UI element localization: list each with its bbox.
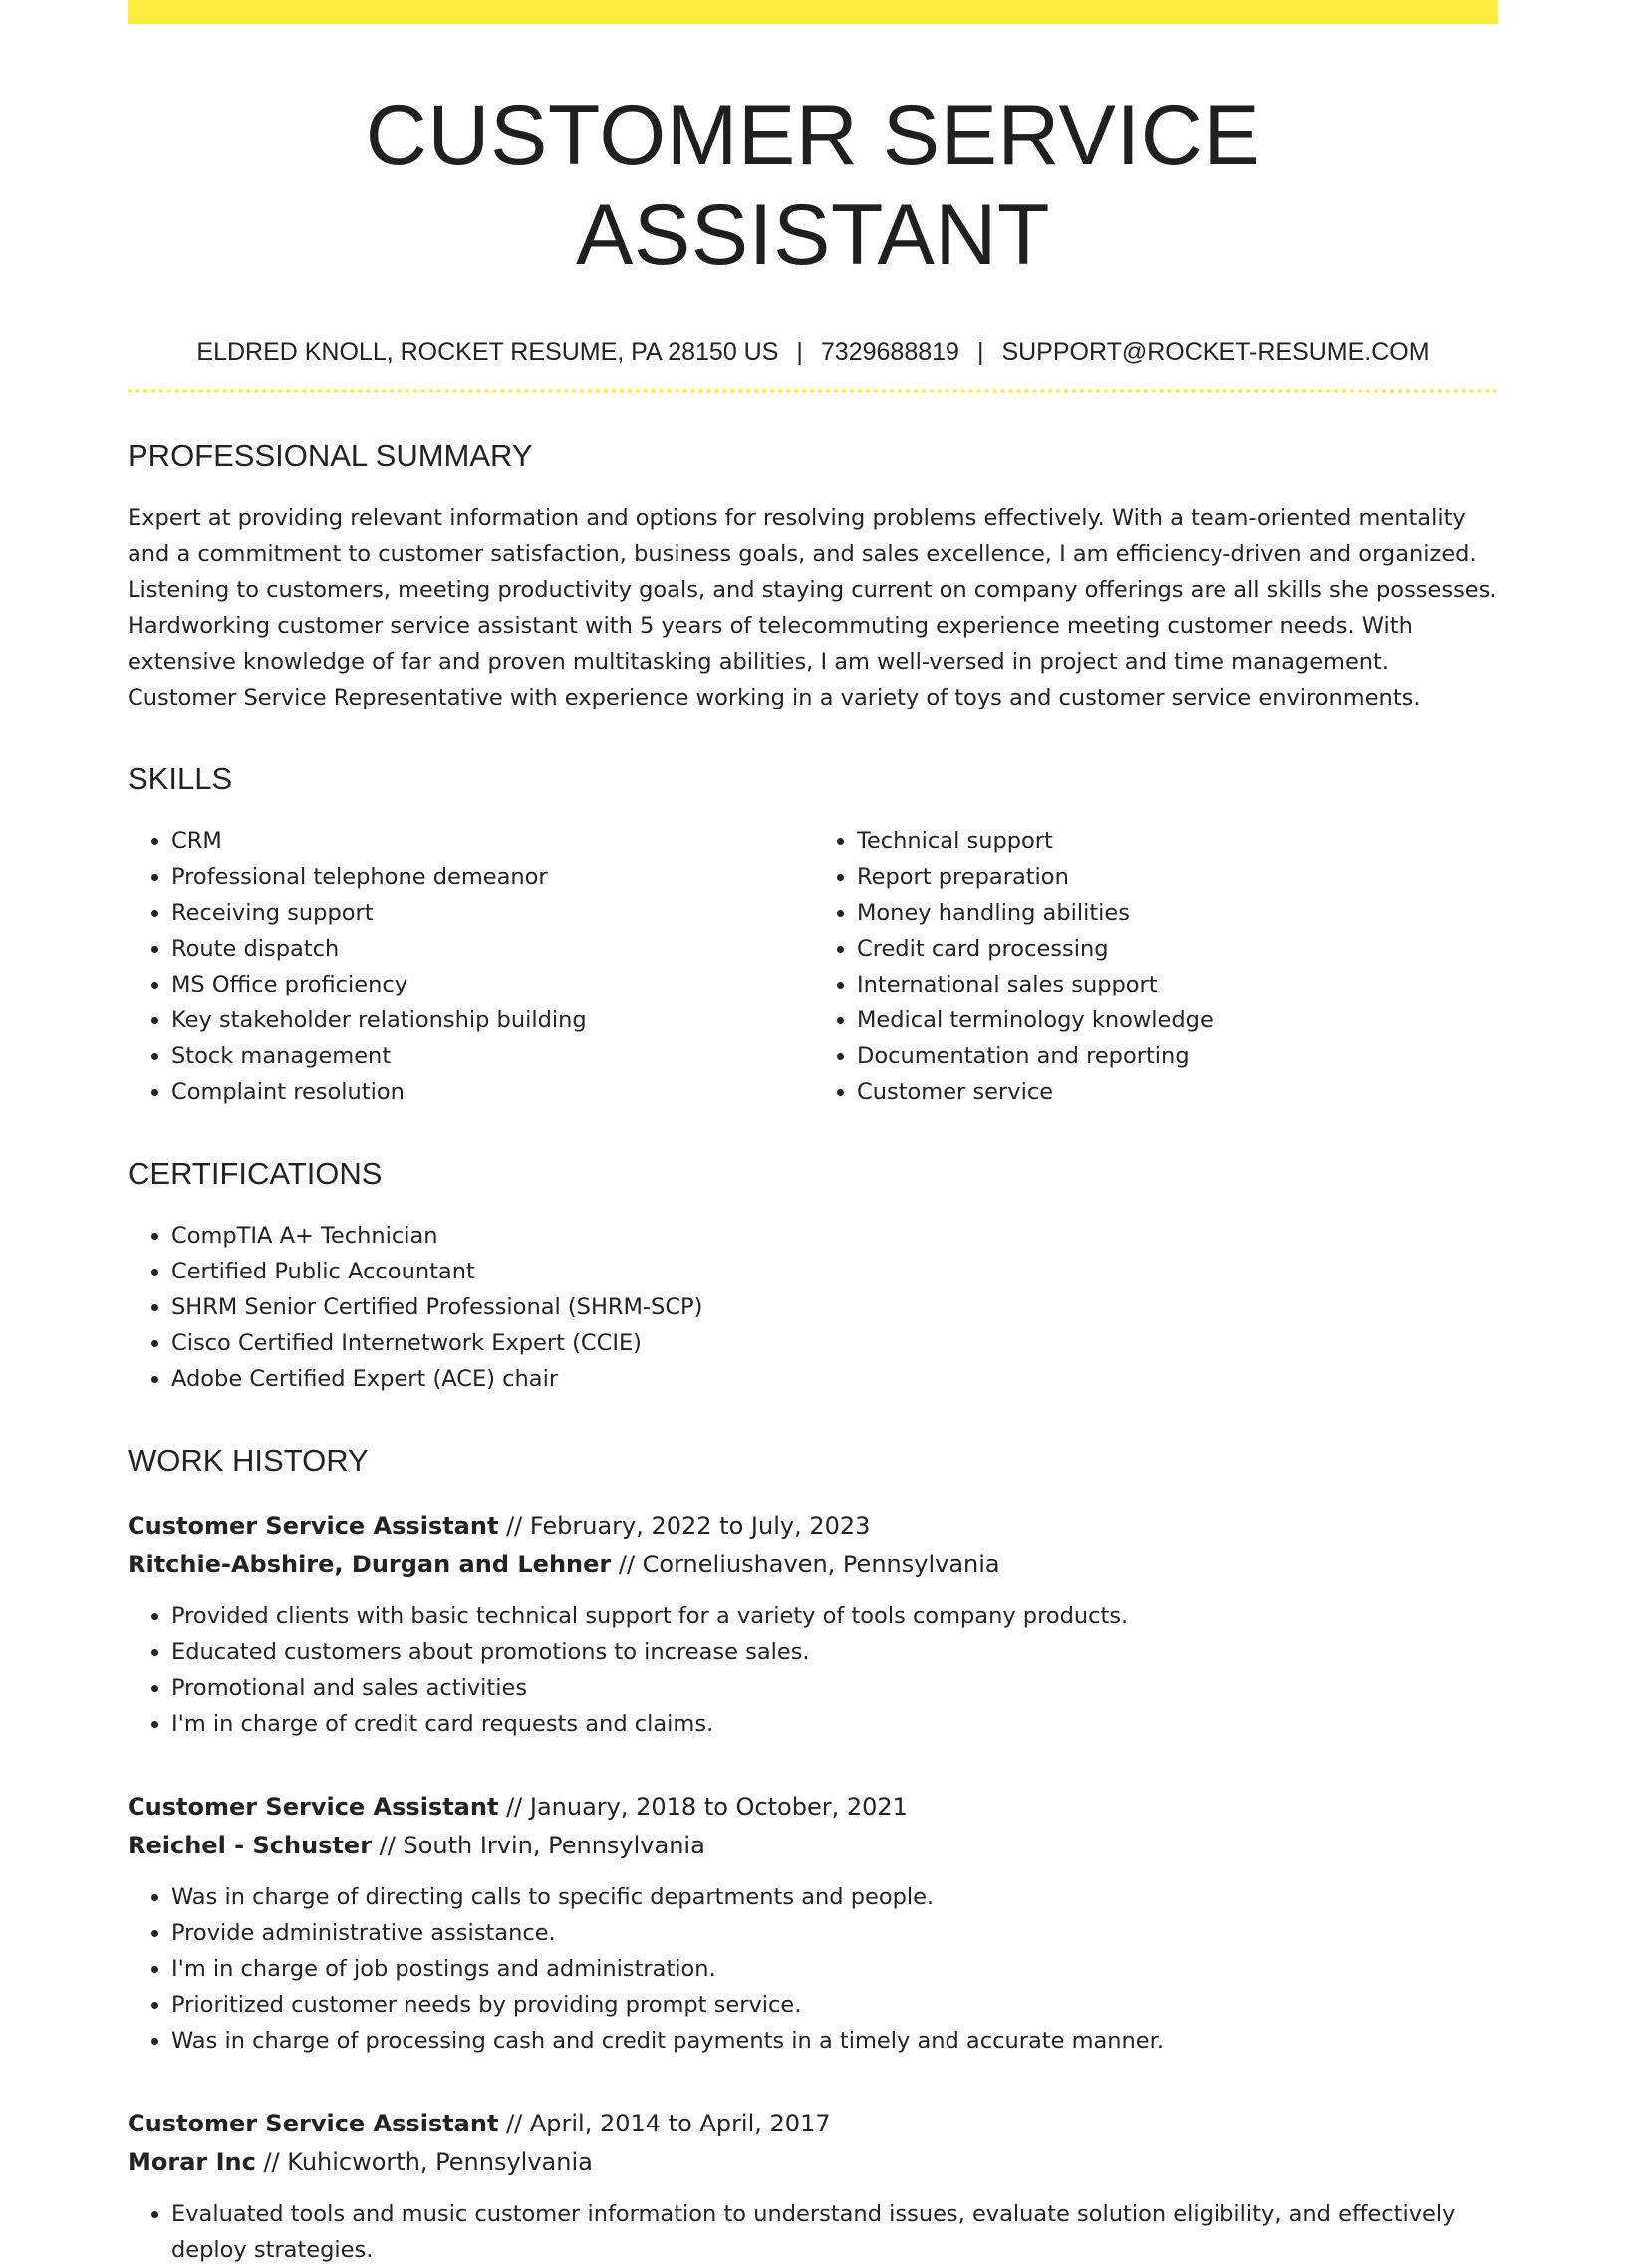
skill-item: • International sales support: [857, 967, 1498, 1002]
skills-list-left: [128, 823, 813, 1110]
job-company-line: [128, 1546, 1498, 1584]
skill-item: • Professional telephone demeanor: [171, 859, 813, 895]
skill-item: • Complaint resolution: [171, 1074, 813, 1110]
skill-item: • Credit card processing: [857, 931, 1498, 967]
skill-item: • Route dispatch: [171, 931, 813, 967]
summary-text: Expert at providing relevant information and options for resolving problems effectively. With a team-oriented mentality and a commitment to customer satisfaction, business goals, and sales excellence, I am efficiency-driven and organized. Listening to customers, meeting productivity goals, and staying current on company offerings are all skills she possesses. Hardworking customer service assistant with 5 years of telecommuting experience meeting customer needs. With extensive knowledge of far and proven multitasking abilities, I am well-versed in project and time management. Customer Service Representative with experience working in a variety of toys and customer service environments.: [128, 505, 1497, 710]
job-location: // Kuhicworth, Pennsylvania: [255, 2148, 593, 2176]
skill-item: • Documentation and reporting: [857, 1038, 1498, 1074]
contact-line: [128, 337, 1498, 367]
contact-email: SUPPORT@ROCKET-RESUME.COM: [1001, 338, 1430, 366]
contact-separator: |: [976, 338, 984, 366]
skills-list-right: [813, 823, 1498, 1110]
certification-item: • Cisco Certified Internetwork Expert (CCIE): [171, 1325, 1498, 1361]
skill-item: • CRM: [171, 823, 813, 859]
contact-separator: |: [796, 338, 803, 366]
job-entry: [128, 1507, 1498, 1742]
job-duties-list: [128, 1879, 1498, 2059]
resume-page: [128, 0, 1498, 2268]
job-company: Reichel - Schuster: [128, 1832, 373, 1859]
section-title-certifications: CERTIFICATIONS: [128, 1156, 383, 1191]
certification-item: • CompTIA A+ Technician: [171, 1218, 1498, 1254]
job-dates: // April, 2014 to April, 2017: [498, 2110, 831, 2137]
job-duties-list: [128, 2196, 1498, 2268]
job-role-line: [128, 1788, 1498, 1827]
skill-item: • Receiving support: [171, 895, 813, 931]
job-location: // South Irvin, Pennsylvania: [372, 1832, 705, 1859]
job-company: Morar Inc: [128, 2148, 256, 2176]
job-company: Ritchie-Abshire, Durgan and Lehner: [128, 1551, 612, 1578]
job-entry: [128, 1788, 1498, 2059]
skill-item: • Medical terminology knowledge: [857, 1002, 1498, 1038]
accent-top-bar: [128, 0, 1498, 24]
job-duty: • Provide administrative assistance.: [171, 1915, 1498, 1951]
contact-phone: 7329688819: [820, 338, 959, 366]
job-entry: [128, 2105, 1498, 2268]
job-company-line: [128, 1827, 1498, 1865]
skill-item: • Customer service: [857, 1074, 1498, 1110]
section-title-skills: SKILLS: [128, 761, 233, 796]
resume-title: CUSTOMER SERVICE ASSISTANT: [365, 88, 1261, 283]
job-role-line: [128, 1507, 1498, 1546]
job-company-line: [128, 2143, 1498, 2182]
job-duty: • Was in charge of directing calls to specific departments and people.: [171, 1879, 1498, 1915]
job-duty: • I'm in charge of job postings and administration.: [171, 1951, 1498, 1987]
certification-item: • Certified Public Accountant: [171, 1254, 1498, 1289]
job-role: Customer Service Assistant: [128, 2110, 499, 2137]
skill-item: • Key stakeholder relationship building: [171, 1002, 813, 1038]
job-duty: • Prioritized customer needs by providing prompt service.: [171, 1987, 1498, 2023]
job-role-line: [128, 2105, 1498, 2143]
dotted-divider: [128, 389, 1498, 393]
skill-item: • Report preparation: [857, 859, 1498, 895]
certifications-list: [128, 1218, 1498, 1397]
skill-item: • Stock management: [171, 1038, 813, 1074]
job-duty: • Was in charge of processing cash and credit payments in a timely and accurate manner.: [171, 2023, 1498, 2059]
certification-item: • SHRM Senior Certified Professional (SHRM-SCP): [171, 1289, 1498, 1325]
job-location: // Corneliushaven, Pennsylvania: [611, 1551, 1000, 1578]
job-dates: // February, 2022 to July, 2023: [498, 1512, 871, 1540]
job-duty: • Educated customers about promotions to increase sales.: [171, 1634, 1498, 1670]
job-role: Customer Service Assistant: [128, 1512, 499, 1540]
skill-item: • Money handling abilities: [857, 895, 1498, 931]
job-duty: • Provided clients with basic technical support for a variety of tools company products.: [171, 1598, 1498, 1634]
section-title-summary: PROFESSIONAL SUMMARY: [128, 438, 533, 473]
job-dates: // January, 2018 to October, 2021: [498, 1793, 908, 1821]
certification-item: • Adobe Certified Expert (ACE) chair: [171, 1361, 1498, 1397]
job-duty: • I'm in charge of credit card requests and claims.: [171, 1706, 1498, 1742]
job-duty: • Evaluated tools and music customer information to understand issues, evaluate solution eligibility, and effectively deploy strategies.: [171, 2196, 1498, 2268]
job-duty: • Promotional and sales activities: [171, 1670, 1498, 1706]
section-title-work-history: WORK HISTORY: [128, 1443, 369, 1478]
skills-grid: [128, 797, 1498, 1110]
contact-address: ELDRED KNOLL, ROCKET RESUME, PA 28150 US: [196, 338, 779, 366]
job-role: Customer Service Assistant: [128, 1793, 499, 1821]
skill-item: • MS Office proficiency: [171, 967, 813, 1002]
job-duties-list: [128, 1598, 1498, 1742]
skill-item: • Technical support: [857, 823, 1498, 859]
